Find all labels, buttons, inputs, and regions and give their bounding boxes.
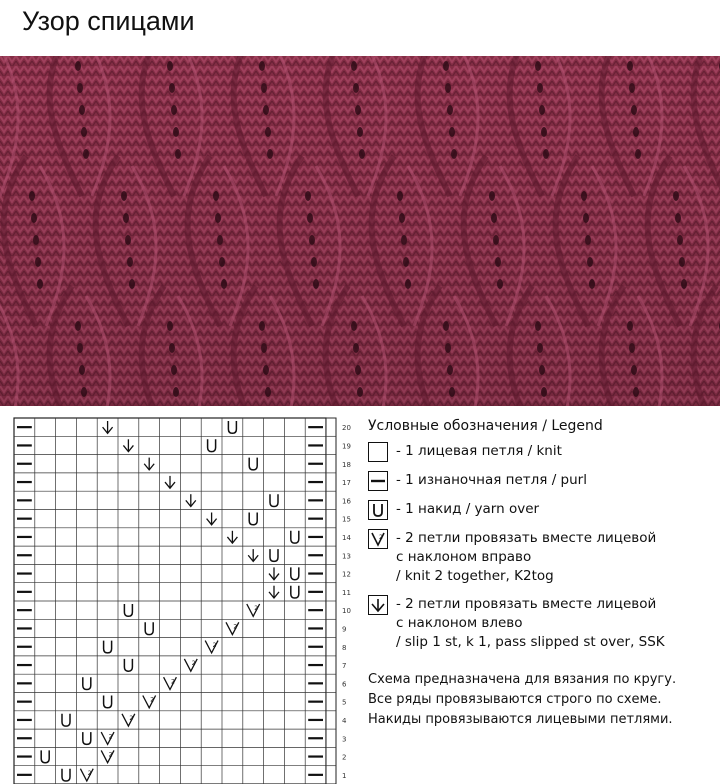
legend-text: - 1 лицевая петля / knit	[396, 443, 562, 459]
legend-text: с наклоном влево	[396, 615, 523, 631]
note-line: Схема предназначена для вязания по кругу.	[368, 672, 677, 687]
legend-item-ssk	[368, 595, 718, 652]
row-number: 19	[342, 442, 351, 451]
row-number: 17	[342, 479, 351, 488]
k2tog-stitch-mark: 2	[129, 714, 134, 722]
row-number: 1	[342, 771, 347, 780]
row-number: 5	[342, 698, 347, 707]
k2tog-stitch-mark: 2	[87, 769, 92, 777]
k2tog-stitch-mark: 2	[108, 733, 113, 741]
row-number: 7	[342, 662, 347, 671]
legend-text: - 2 петли провязать вместе лицевой	[396, 596, 657, 612]
k2tog-stitch-mark: 2	[212, 641, 217, 649]
row-number: 9	[342, 625, 347, 634]
legend-text: / slip 1 st, k 1, pass slipped st over, SSK	[396, 634, 665, 650]
row-number: 6	[342, 680, 347, 689]
purl-symbol-icon	[368, 471, 388, 491]
k2tog-stitch-mark: 2	[108, 751, 113, 759]
knit-symbol-icon	[368, 442, 388, 462]
legend-item-k2tog	[368, 529, 718, 586]
row-number: 3	[342, 735, 347, 744]
row-number: 16	[342, 497, 351, 506]
legend-text: - 2 петли провязать вместе лицевой	[396, 530, 657, 546]
page-title: Узор спицами	[22, 6, 195, 36]
row-number: 4	[342, 716, 347, 725]
row-number: 18	[342, 460, 351, 469]
row-number: 14	[342, 533, 351, 542]
legend	[368, 418, 718, 730]
row-number: 10	[342, 607, 351, 616]
legend-text: - 1 накид / yarn over	[396, 501, 540, 517]
k2tog-stitch-mark: 2	[150, 696, 155, 704]
yarn-over-symbol-icon	[368, 500, 388, 520]
row-number: 11	[342, 588, 351, 597]
note-line: Все ряды провязываются строго по схеме.	[368, 692, 662, 707]
legend-header: Условные обозначения / Legend	[368, 418, 603, 434]
legend-text: - 1 изнаночная петля / purl	[396, 472, 587, 488]
k2tog-stitch-mark: 2	[233, 623, 238, 631]
k2tog-symbol-icon	[368, 529, 388, 549]
k2tog-stitch-mark: 2	[191, 660, 196, 668]
row-number: 13	[342, 552, 351, 561]
svg-text:2: 2	[379, 534, 383, 541]
row-number: 15	[342, 515, 351, 524]
knitting-photo	[0, 56, 720, 406]
legend-text: с наклоном вправо	[396, 549, 532, 565]
k2tog-stitch-mark: 2	[171, 678, 175, 686]
legend-item-yarn-over	[368, 500, 718, 520]
row-number: 2	[342, 753, 347, 762]
row-number: 8	[342, 643, 347, 652]
row-number: 12	[342, 570, 351, 579]
chart-notes	[368, 670, 718, 730]
legend-text: / knit 2 together, K2tog	[396, 568, 554, 584]
k2tog-stitch-mark: 2	[254, 605, 259, 613]
legend-item-knit	[368, 442, 718, 462]
row-number: 20	[342, 424, 351, 433]
legend-item-purl	[368, 471, 718, 491]
ssk-symbol-icon	[368, 595, 388, 615]
note-line: Накиды провязываются лицевыми петлями.	[368, 712, 673, 727]
